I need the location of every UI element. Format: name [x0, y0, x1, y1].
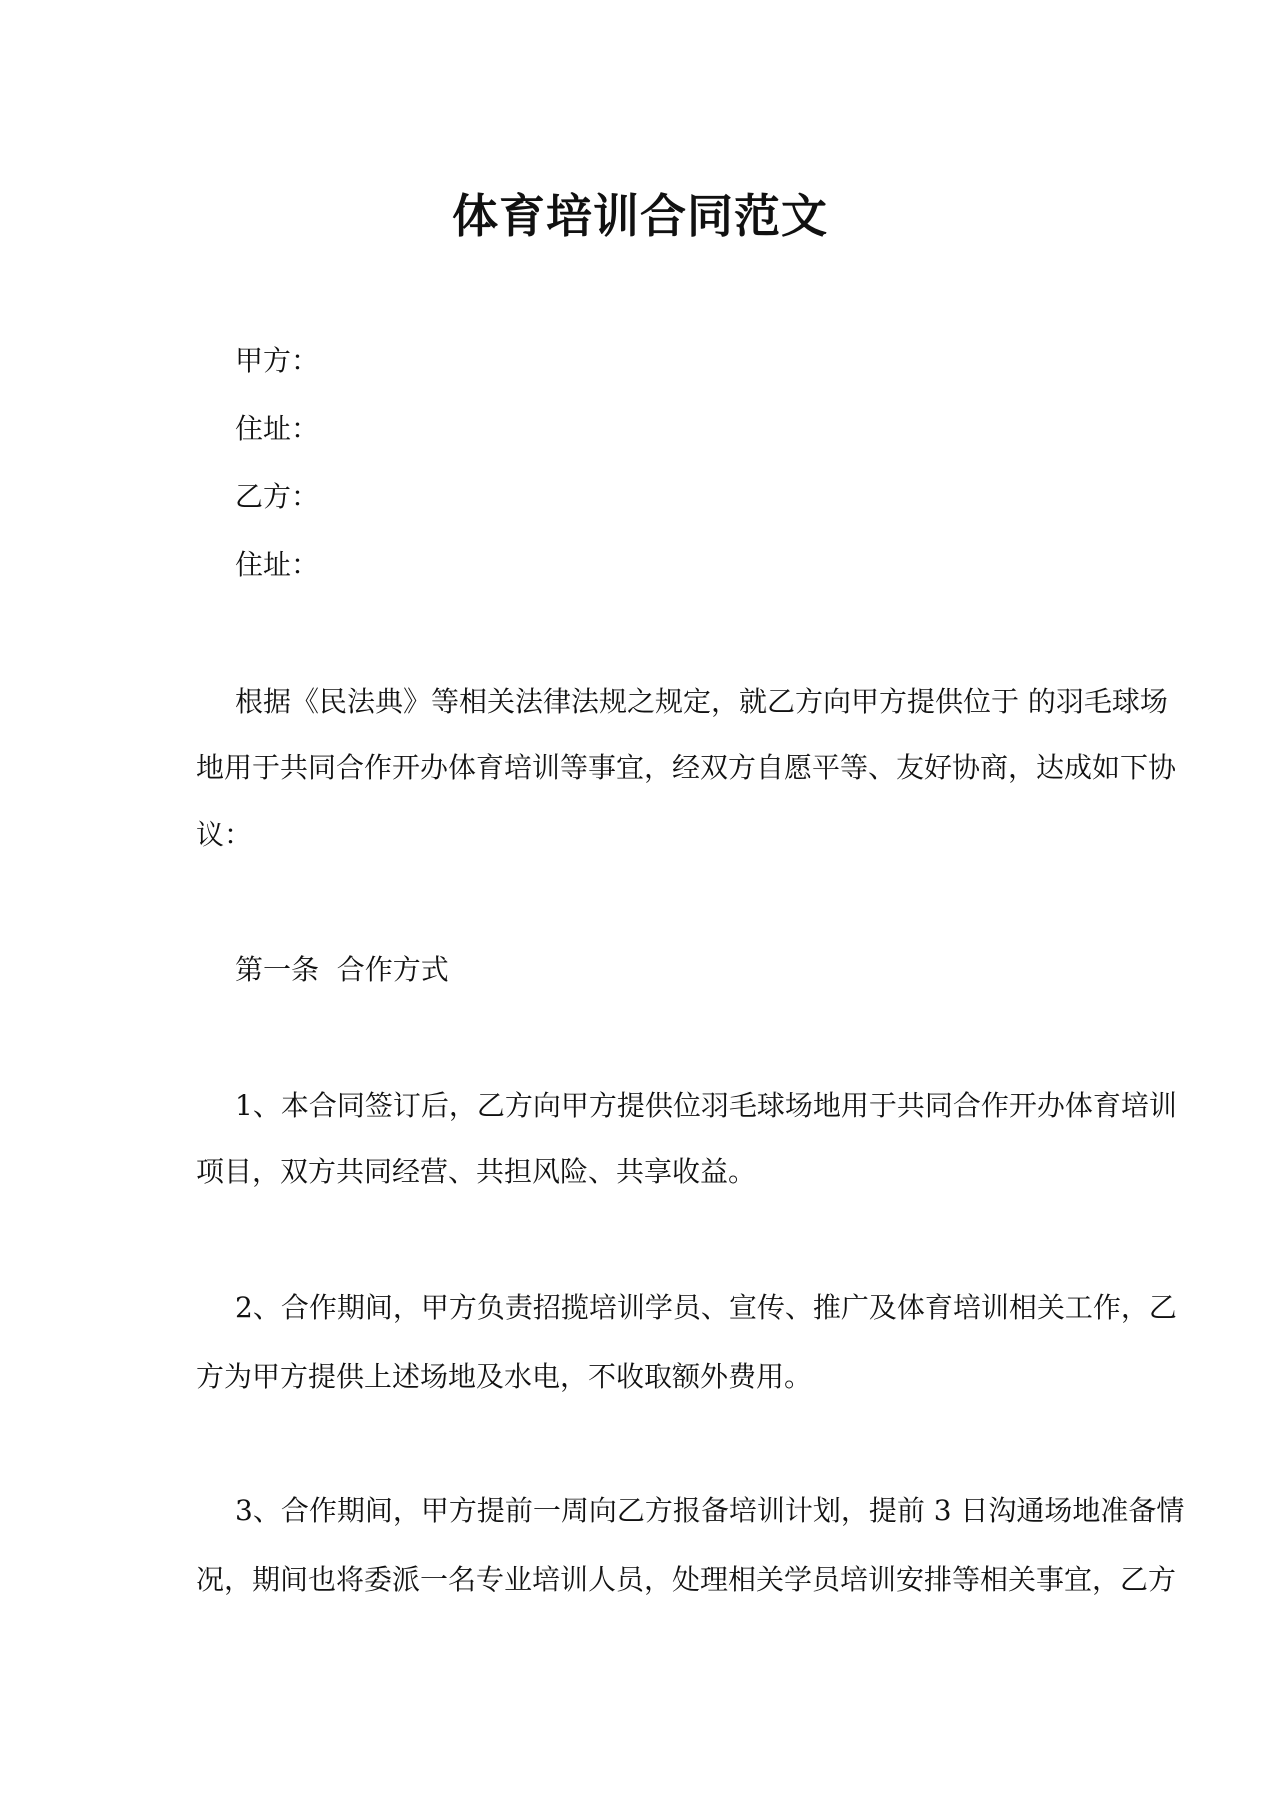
clause-3-line: 3、合作期间，甲方提前一周向乙方报备培训计划，提前 3 日沟通场地准备情 — [235, 1494, 1185, 1527]
clause-1-line: 1、本合同签订后，乙方向甲方提供位羽毛球场地用于共同合作开办体育培训 — [235, 1089, 1177, 1122]
article-1-heading: 第一条 合作方式 — [235, 953, 449, 986]
party-a-address-label: 住址： — [235, 412, 320, 445]
clause-2-line: 2、合作期间，甲方负责招揽培训学员、宣传、推广及体育培训相关工作，乙 — [235, 1291, 1177, 1324]
preamble-line: 地用于共同合作开办体育培训等事宜，经双方自愿平等、友好协商，达成如下协 — [196, 751, 1177, 784]
document-title: 体育培训合同范文 — [452, 189, 828, 243]
clause-3-line: 况，期间也将委派一名专业培训人员，处理相关学员培训安排等相关事宜，乙方 — [196, 1563, 1177, 1596]
preamble-line: 根据《民法典》等相关法律法规之规定，就乙方向甲方提供位于 的羽毛球场 — [235, 685, 1168, 718]
preamble-line: 议： — [196, 818, 253, 851]
party-a-label: 甲方： — [235, 344, 320, 377]
party-b-address-label: 住址： — [235, 548, 320, 581]
clause-1-line: 项目，双方共同经营、共担风险、共享收益。 — [196, 1155, 757, 1188]
clause-2-line: 方为甲方提供上述场地及水电，不收取额外费用。 — [196, 1360, 813, 1393]
party-b-label: 乙方： — [235, 480, 320, 513]
